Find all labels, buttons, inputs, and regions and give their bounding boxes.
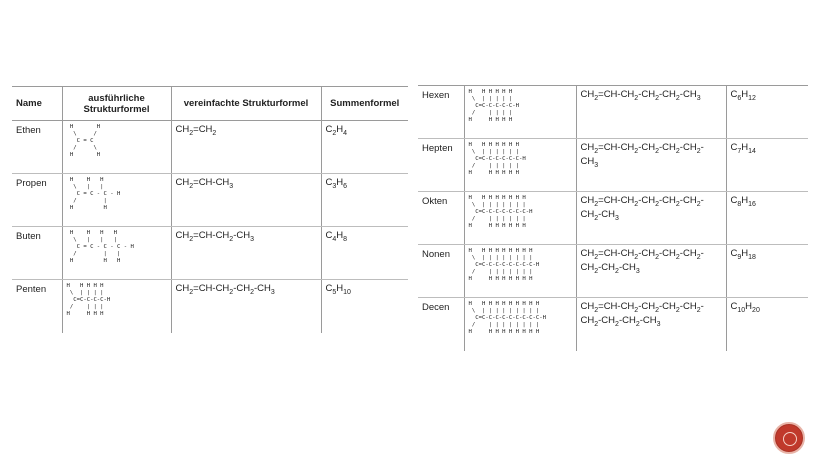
compound-name: Decen [418,298,464,351]
simplified-formula: $CH_2=CH_2$ [171,121,321,174]
structural-formula: H H H H H H H H \ | | | | | | | C=C-C-C-C-C-C-C-H / | | | | | | H H H H H H H [468,195,533,229]
simplified-formula: $CH_2=CH-CH_2-CH_2-CH_2-CH_2-$ $CH_2-CH_3$ [576,192,726,245]
compound-name: Hexen [418,86,464,139]
simplified-formula: $CH_2=CH-CH_2-CH_3$ [171,227,321,280]
structural-formula: H H H H H \ | | | | C=C-C-C-C-H / | | | H H H H [66,283,111,317]
simplified-formula: $CH_2=CH-CH_2-CH_2-CH_2-CH_2-$ $CH_2-CH_2-CH_3$ [576,245,726,298]
sum-formula: $C_4H_8$ [321,227,408,280]
sum-formula: $C_6H_{12}$ [726,86,808,139]
sum-formula: $C_9H_{18}$ [726,245,808,298]
sum-formula: $C_2H_4$ [321,121,408,174]
compound-name: Penten [12,280,62,333]
header-row [12,87,408,121]
detailed-structure-cell [464,139,576,192]
structural-formula: H H H \ | | C = C - C - H / | H H [69,177,121,211]
table-row [12,227,408,280]
simplified-formula: $CH_2=CH-CH_2-CH_2-CH_2-CH_3$ [576,86,726,139]
header-detailed-structure: ausführliche Strukturformel [62,87,171,121]
compound-name: Ethen [12,121,62,174]
compound-name: Hepten [418,139,464,192]
detailed-structure-cell [62,174,171,227]
structural-formula: H H H H H H H H H H \ | | | | | | | | | C=C-C-C-C-C-C-C-C-C-H / | | | | | | | | H H H H H H H H H [468,301,546,335]
table-row [12,174,408,227]
alkene-table-left [12,86,408,333]
table-row [12,280,408,333]
structural-formula: H H H H H H H H H \ | | | | | | | | C=C-C-C-C-C-C-C-C-H / | | | | | | | H H H H H H H H [468,248,540,282]
sum-formula: $C_8H_{16}$ [726,192,808,245]
structural-formula: H H H H H H H \ | | | | | | C=C-C-C-C-C-C-H / | | | | | H H H H H H [468,142,526,176]
table-row [418,298,808,351]
structural-formula: H H H H H H \ | | | | | C=C-C-C-C-C-H / | | | | H H H H H [468,89,520,123]
header-simplified-structure: vereinfachte Strukturformel [171,87,321,121]
detailed-structure-cell [464,192,576,245]
structural-formula: H H \ / C = C / \ H H [69,124,101,158]
structural-formula: H H H H \ | | | C = C - C - C - H / | | H H H [69,230,134,264]
sum-formula: $C_{10}H_{20}$ [730,301,760,314]
simplified-formula: $CH_2=CH-CH_2-CH_2-CH_2-CH_2-$ $CH_2-CH_2-CH_2-CH_3$ [576,298,726,351]
compound-name: Okten [418,192,464,245]
compound-name: Nonen [418,245,464,298]
detailed-structure-cell [62,227,171,280]
table-row [12,121,408,174]
table-row [418,245,808,298]
header-sum-formula: Summenformel [321,87,408,121]
detailed-structure-cell [464,245,576,298]
compound-name: Buten [12,227,62,280]
table-row [418,139,808,192]
simplified-formula: $CH_2=CH-CH_2-CH_2-CH_2-CH_2-$ $CH_3$ [576,139,726,192]
table-row [418,86,808,139]
sum-formula: $C_7H_{14}$ [726,139,808,192]
detailed-structure-cell [62,280,171,333]
simplified-formula: $CH_2=CH-CH_3$ [171,174,321,227]
header-name: Name [12,87,62,121]
detailed-structure-cell [62,121,171,174]
detailed-structure-cell [464,298,576,351]
simplified-formula: $CH_2=CH-CH_2-CH_2-CH_3$ [171,280,321,333]
sum-formula: $C_3H_6$ [321,174,408,227]
detailed-structure-cell [464,86,576,139]
sum-formula: $C_5H_{10}$ [325,283,351,296]
table-row [418,192,808,245]
alkene-table-right [418,85,808,351]
compound-name: Propen [12,174,62,227]
logo-badge[interactable] [773,422,805,454]
